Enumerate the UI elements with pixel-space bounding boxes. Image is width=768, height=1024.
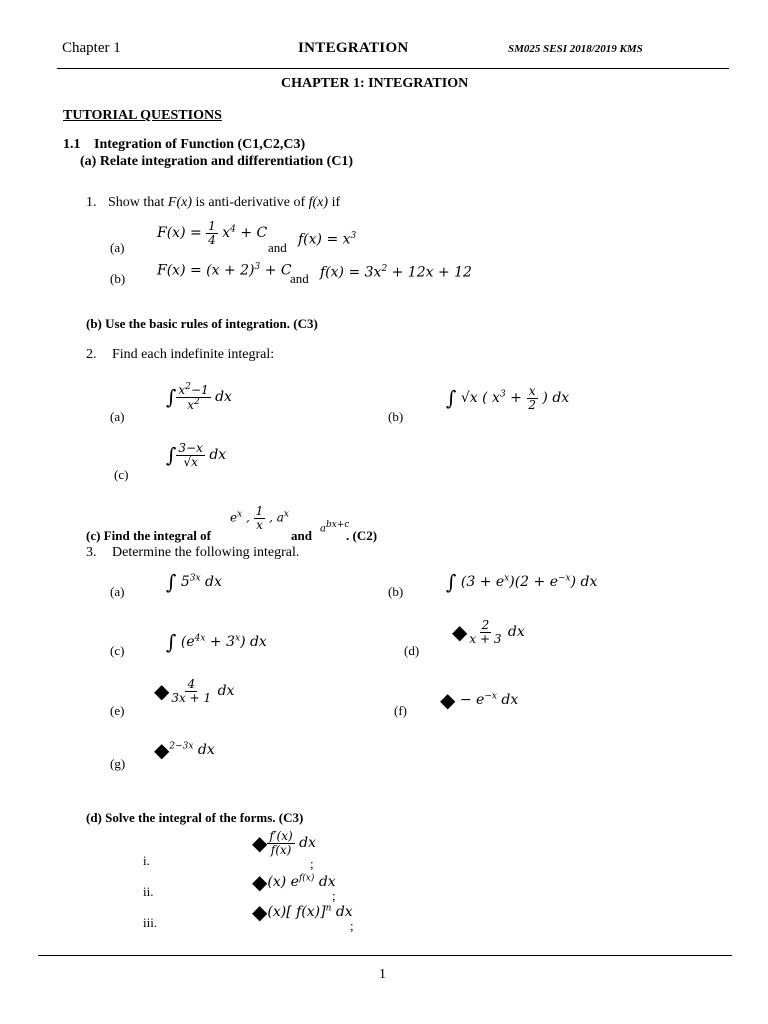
- q3b-integral: ∫ $(3 + e^x)(2 + e^{-x})$ dx: [446, 570, 598, 594]
- qd-semi-i: ;: [310, 856, 314, 871]
- q3-label-d: (d): [404, 643, 420, 658]
- header-title: INTEGRATION: [298, 40, 409, 56]
- q1-label-a: (a): [110, 240, 125, 255]
- section-a-heading: (a) Relate integration and differentiation (C1): [80, 154, 354, 169]
- q3c-integral: ∫ $(e^{4x} + 3^x)$ dx: [166, 630, 267, 654]
- qd-semi-iii: ;: [350, 918, 354, 933]
- q2b-integral: ∫ √x ( $x^3$ + $\frac{x}{2}$ ) dx: [446, 384, 570, 412]
- q1a-and: and: [268, 240, 287, 255]
- q3-text: Determine the following integral.: [112, 545, 300, 560]
- header-course: SM025 SESI 2018/2019 KMS: [508, 43, 643, 55]
- header-rule: [57, 68, 729, 69]
- q2-number: 2.: [86, 347, 97, 362]
- q1a-f-equation: $f(x) = x^3$: [298, 231, 357, 248]
- q3-label-e: (e): [110, 703, 125, 718]
- q3e-integral: ◆ $\frac{4}{3x + 1}$ dx: [154, 677, 235, 705]
- q1b-f-equation: $f(x) = 3x^2 + 12x + 12$: [320, 264, 472, 281]
- section-1-1-title: Integration of Function (C1,C2,C3): [94, 137, 306, 152]
- q1b-and: and: [290, 271, 309, 286]
- section-c-post: . (C2): [346, 528, 378, 543]
- footer-rule: [38, 955, 732, 956]
- q2c-integral: ∫ $\frac{3-x}{√x}$ dx: [166, 441, 227, 469]
- section-c-and: and: [291, 528, 312, 543]
- section-b-heading: (b) Use the basic rules of integration. (C3): [86, 316, 318, 331]
- q3-label-a: (a): [110, 584, 125, 599]
- qd-i-integral: ◆ $\frac{f'(x)}{f(x)}$ dx: [252, 829, 316, 857]
- section-1-1-number: 1.1: [63, 137, 81, 152]
- q1-text: Show that F(x) is anti-derivative of f(x) if: [108, 195, 341, 210]
- q2-label-b: (b): [388, 409, 404, 424]
- sc-functions: $e^x$ , $\frac{1}{x}$ , $a^x$: [230, 504, 289, 532]
- q3-label-g: (g): [110, 756, 126, 771]
- qd-label-ii: ii.: [143, 884, 154, 899]
- qd-ii-integral: ◆(x) $e^{f(x)}$ dx: [252, 870, 336, 894]
- qd-iii-integral: ◆(x)[ f(x)]$^n$ dx: [252, 900, 353, 924]
- q2-label-c: (c): [114, 467, 129, 482]
- q2a-integral: ∫ $\frac{x^2-1}{x^2}$ dx: [166, 382, 232, 412]
- chapter-title: CHAPTER 1: INTEGRATION: [281, 76, 469, 91]
- q1b-F-equation: $F(x) = (x + 2)^3 + C$: [157, 262, 292, 279]
- q1a-F-equation: F(x) = $\frac{1}{4}$ $x^4 + C$: [157, 219, 268, 247]
- qd-label-i: i.: [143, 853, 150, 868]
- q3d-integral: ◆ $\frac{2}{x + 3}$ dx: [452, 618, 525, 646]
- qd-label-iii: iii.: [143, 915, 158, 930]
- q3a-integral: ∫ $5^{3x}$ dx: [166, 570, 222, 594]
- header-chapter: Chapter 1: [62, 40, 121, 56]
- q1-label-b: (b): [110, 271, 126, 286]
- q3-label-c: (c): [110, 643, 125, 658]
- q2-text: Find each indefinite integral:: [112, 347, 275, 362]
- qd-semi-ii: ;: [332, 888, 336, 903]
- section-d-heading: (d) Solve the integral of the forms. (C3): [86, 810, 304, 825]
- q1-number: 1.: [86, 195, 97, 210]
- section-c-pre: (c) Find the integral of: [86, 528, 211, 543]
- tutorial-heading: TUTORIAL QUESTIONS: [63, 108, 222, 123]
- q3-number: 3.: [86, 545, 97, 560]
- q3g-integral: ◆$^{2-3x}$ dx: [154, 738, 215, 762]
- page-number: 1: [379, 967, 386, 982]
- q2-label-a: (a): [110, 409, 125, 424]
- sc-power: $a^{bx+c}$: [320, 520, 350, 535]
- q3f-integral: ◆ − $e^{-x}$ dx: [440, 688, 519, 712]
- q3-label-b: (b): [388, 584, 404, 599]
- q3-label-f: (f): [394, 703, 407, 718]
